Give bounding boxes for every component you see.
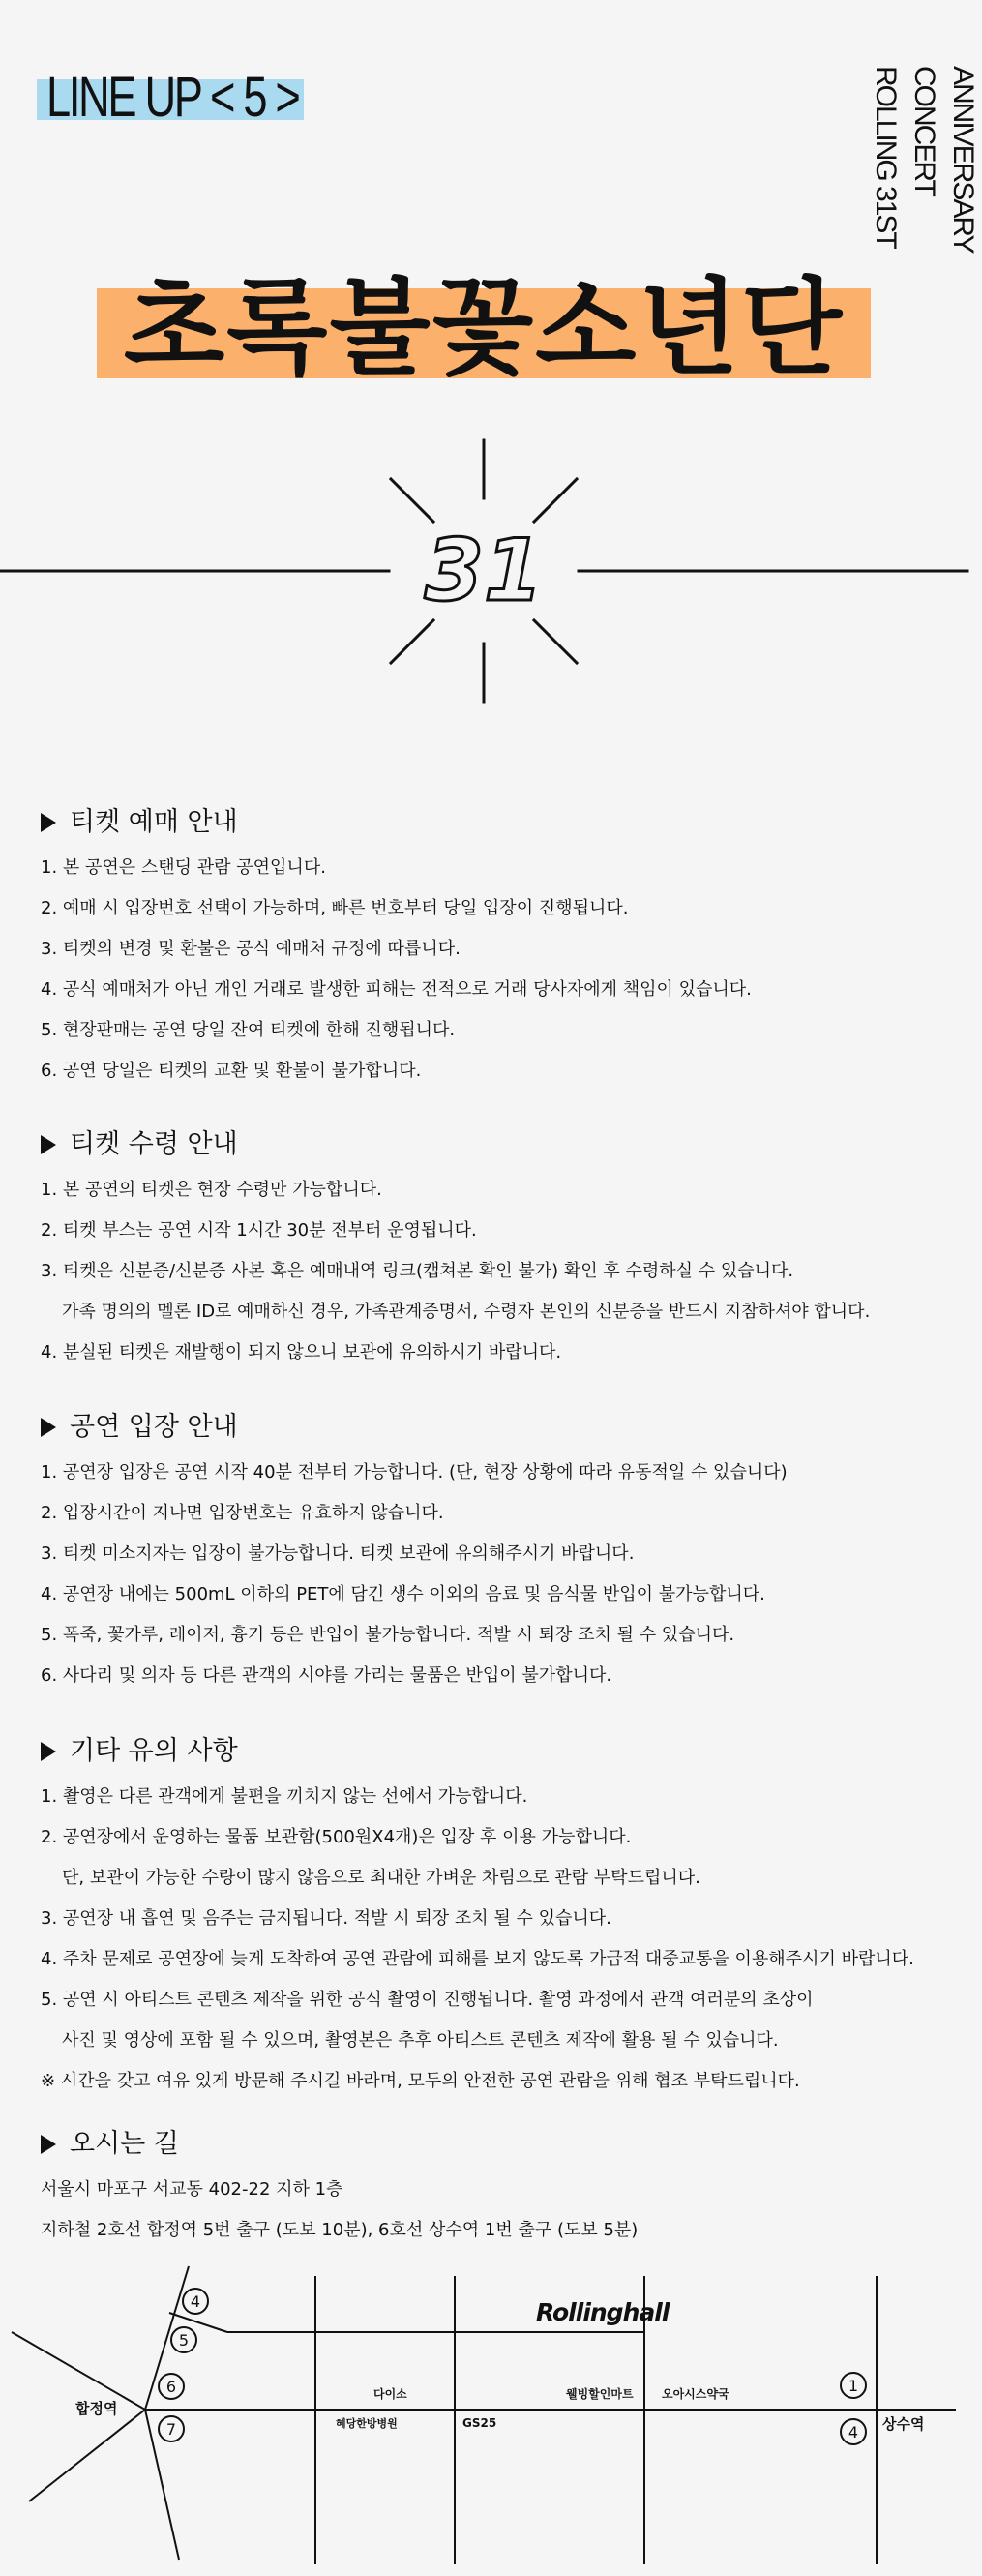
section-heading: 기타 유의 사항 <box>41 1732 940 1771</box>
station-sangsu: 상수역 <box>882 2415 925 2433</box>
landmark-gs25: GS25 <box>462 2416 497 2430</box>
address-line: 서울시 마포구 서교동 402-22 지하 1층 <box>41 2179 343 2200</box>
entry-section <box>41 1408 940 1696</box>
triangle-icon <box>41 1135 56 1154</box>
section-heading: 오시는 길 <box>41 2125 940 2164</box>
subway-line: 지하철 2호선 합정역 5번 출구 (도보 10분), 6호선 상수역 1번 출구 (도보 5분) <box>41 2220 639 2240</box>
location-map <box>0 2255 967 2576</box>
triangle-icon <box>41 1742 56 1761</box>
emblem-ray-top-right <box>534 479 577 522</box>
landmark-daiso: 다이소 <box>373 2387 407 2401</box>
landmark-wellbeing: 웰빙할인마트 <box>566 2387 634 2401</box>
triangle-icon <box>41 813 56 832</box>
triangle-icon <box>41 2135 56 2154</box>
section-heading: 티켓 수령 안내 <box>41 1125 940 1164</box>
section-heading: 공연 입장 안내 <box>41 1408 940 1447</box>
list-item: 4. 공연장 내에는 500mL 이하의 PET에 담긴 생수 이외의 음료 및 음식물 반입이 불가능합니다. <box>41 1584 765 1604</box>
list-item: 사진 및 영상에 포함 될 수 있으며, 촬영본은 추후 아티스트 콘텐츠 제작에 활용 될 수 있습니다. <box>62 2030 779 2051</box>
list-item: 1. 공연장 입장은 공연 시작 40분 전부터 가능합니다. (단, 현장 상황에 따라 유동적일 수 있습니다) <box>41 1462 788 1483</box>
concert-line-2: ANNIVERSARY CONCERT <box>908 66 979 252</box>
venue-rollinghall: Rollinghall <box>536 2298 670 2326</box>
list-item: 2. 공연장에서 운영하는 물품 보관함(500원X4개)은 입장 후 이용 가능합니다. <box>41 1827 632 1847</box>
ticket-booking-section <box>41 803 940 1092</box>
emblem-number: 31 <box>424 521 544 620</box>
concert-line-1: ROLLING 31ST <box>870 66 902 248</box>
artist-title: 초록불꽃소년단 <box>123 268 845 389</box>
landmark-hospital: 혜당한방병원 <box>336 2417 398 2430</box>
road-diagonal-nw <box>12 2332 145 2410</box>
ticket-pickup-section <box>41 1125 940 1373</box>
landmark-oasis: 오아시스약국 <box>662 2387 729 2401</box>
list-item: 4. 분실된 티켓은 재발행이 되지 않으니 보관에 유의하시기 바랍니다. <box>41 1342 562 1363</box>
list-item: 6. 사다리 및 의자 등 다른 관객의 시야를 가리는 물품은 반입이 불가합니다. <box>41 1665 612 1686</box>
list-item: 2. 티켓 부스는 공연 시작 1시간 30분 전부터 운영됩니다. <box>41 1220 477 1241</box>
list-item: 1. 촬영은 다른 관객에게 불편을 끼치지 않는 선에서 가능합니다. <box>41 1786 528 1807</box>
exit-7-label: 7 <box>165 2420 177 2439</box>
emblem-ray-bottom-left <box>391 620 433 663</box>
list-item: 1. 본 공연은 스탠딩 관람 공연입니다. <box>41 857 326 878</box>
list-item: 가족 명의의 멜론 ID로 예매하신 경우, 가족관계증명서, 수령자 본인의 신분증을 반드시 지참하셔야 합니다. <box>62 1302 871 1322</box>
station-hapjeong: 합정역 <box>75 2400 118 2417</box>
exit-4-label: 4 <box>190 2292 201 2311</box>
emblem-ray-top-left <box>391 479 433 522</box>
exit-1-label: 1 <box>848 2377 859 2395</box>
exit-6-label: 6 <box>165 2378 177 2396</box>
list-item: 5. 현장판매는 공연 당일 잔여 티켓에 한해 진행됩니다. <box>41 1020 456 1040</box>
list-item: 3. 공연장 내 흡연 및 음주는 금지됩니다. 적발 시 퇴장 조치 될 수 있습니다. <box>41 1908 611 1929</box>
list-item: 3. 티켓 미소지자는 입장이 불가능합니다. 티켓 보관에 유의해주시기 바랍니다. <box>41 1543 635 1564</box>
list-item: 2. 입장시간이 지나면 입장번호는 유효하지 않습니다. <box>41 1503 444 1523</box>
triangle-icon <box>41 1418 56 1437</box>
list-item: 단, 보관이 가능한 수량이 많지 않음으로 최대한 가벼운 차림으로 관람 부탁드립니다. <box>62 1868 700 1888</box>
lineup-label: LINE UP < 5 > <box>46 66 299 129</box>
directions-section <box>41 2125 940 2251</box>
section-heading: 티켓 예매 안내 <box>41 803 940 842</box>
emblem-ray-bottom-right <box>534 620 577 663</box>
list-item: 1. 본 공연의 티켓은 현장 수령만 가능합니다. <box>41 1180 382 1200</box>
list-item: 3. 티켓의 변경 및 환불은 공식 예매처 규정에 따릅니다. <box>41 939 461 959</box>
list-item: 2. 예매 시 입장번호 선택이 가능하며, 빠른 번호부터 당일 입장이 진행됩니다. <box>41 898 629 918</box>
anniversary-emblem <box>0 431 967 711</box>
list-item: 5. 폭죽, 꽃가루, 레이저, 흉기 등은 반입이 불가능합니다. 적발 시 퇴장 조치 될 수 있습니다. <box>41 1625 735 1645</box>
list-item: 3. 티켓은 신분증/신분증 사본 혹은 예매내역 링크(캡쳐본 확인 불가) 확인 후 수령하실 수 있습니다. <box>41 1261 794 1281</box>
exit-4b-label: 4 <box>848 2423 859 2441</box>
list-item: 5. 공연 시 아티스트 콘텐츠 제작을 위한 공식 촬영이 진행됩니다. 촬영 과정에서 관객 여러분의 초상이 <box>41 1990 814 2010</box>
road-diagonal-sw <box>29 2410 145 2501</box>
list-item: 4. 공식 예매처가 아닌 개인 거래로 발생한 피해는 전적으로 거래 당사자에게 책임이 있습니다. <box>41 979 752 1000</box>
notice-section <box>41 1732 940 2102</box>
exit-5-label: 5 <box>178 2331 190 2350</box>
list-item: 4. 주차 문제로 공연장에 늦게 도착하여 공연 관람에 피해를 보지 않도록 가급적 대중교통을 이용해주시기 바랍니다. <box>41 1949 914 1969</box>
list-item: ※ 시간을 갖고 여유 있게 방문해 주시길 바라며, 모두의 안전한 공연 관람을 위해 협조 부탁드립니다. <box>41 2071 800 2091</box>
list-item: 6. 공연 당일은 티켓의 교환 및 환불이 불가합니다. <box>41 1061 422 1081</box>
